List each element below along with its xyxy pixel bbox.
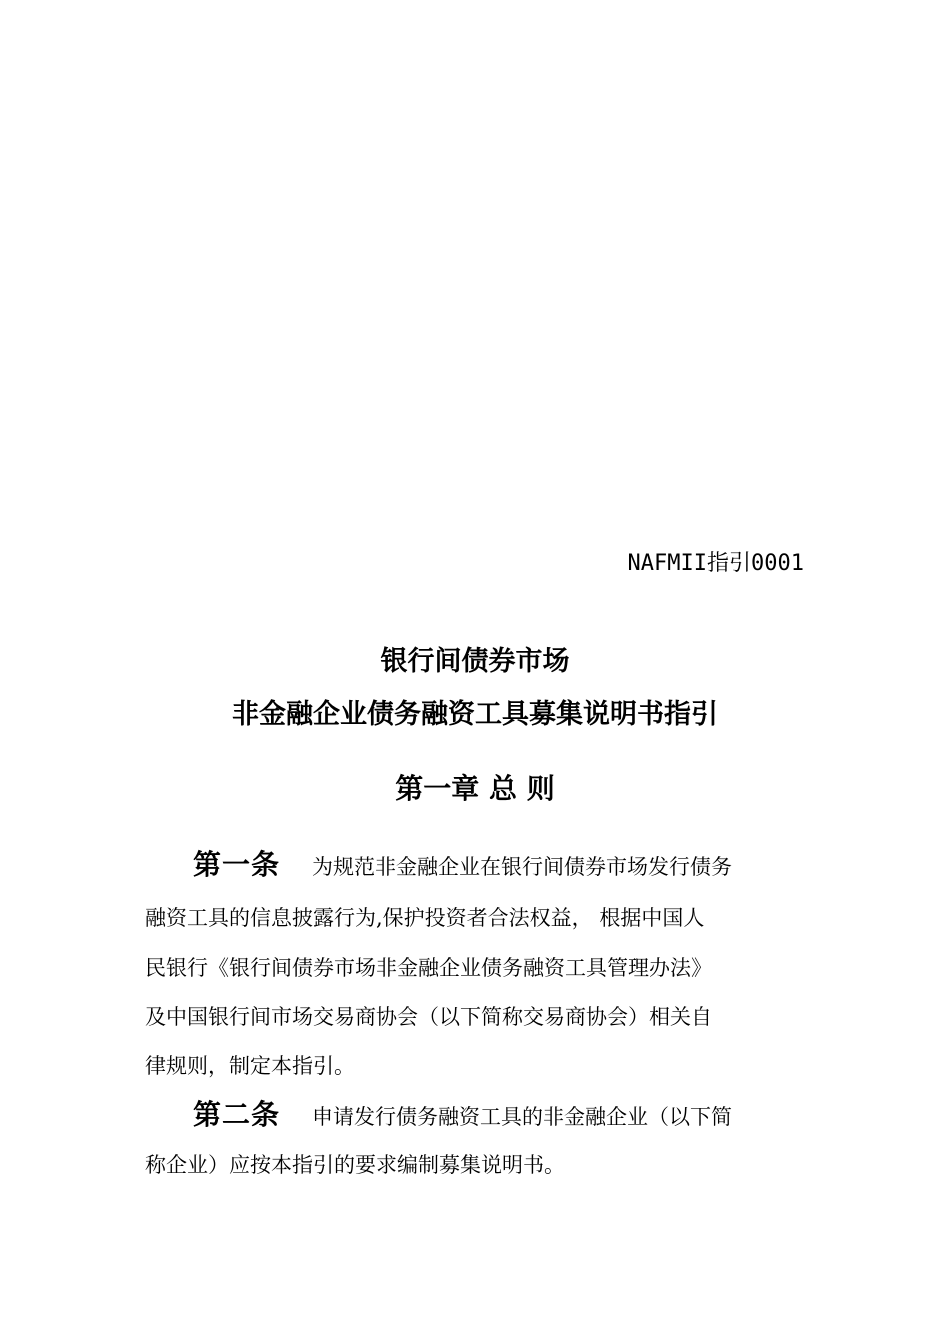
article-2-label: 第二条 (193, 1098, 281, 1131)
article-2-line-2: 称企业）应按本指引的要求编制募集说明书。 (145, 1153, 565, 1177)
article-2-text-1: 申请发行债务融资工具的非金融企业（以下简 (312, 1105, 733, 1129)
document-title-line-2: 非金融企业债务融资工具募集说明书指引 (232, 699, 718, 730)
article-1-label: 第一条 (193, 848, 281, 881)
article-1-line-4: 及中国银行间市场交易商协会（以下简称交易商协会）相关自 (145, 1005, 712, 1029)
article-1-line-2: 融资工具的信息披露行为,保护投资者合法权益， 根据中国人 (145, 906, 705, 930)
article-1-line-5: 律规则，制定本指引。 (145, 1054, 355, 1078)
article-1-line-1 (193, 850, 853, 882)
article-2-line-1 (193, 1100, 853, 1132)
chapter-title: 第一章 总 则 (395, 772, 555, 805)
document-title-line-1: 银行间债券市场 (380, 646, 570, 677)
article-1-line-3: 民银行《银行间债券市场非金融企业债务融资工具管理办法》 (145, 956, 712, 980)
article-1-text-1: 为规范非金融企业在银行间债券市场发行债务 (312, 855, 733, 879)
document-code: NAFMII指引0001 (627, 551, 804, 576)
